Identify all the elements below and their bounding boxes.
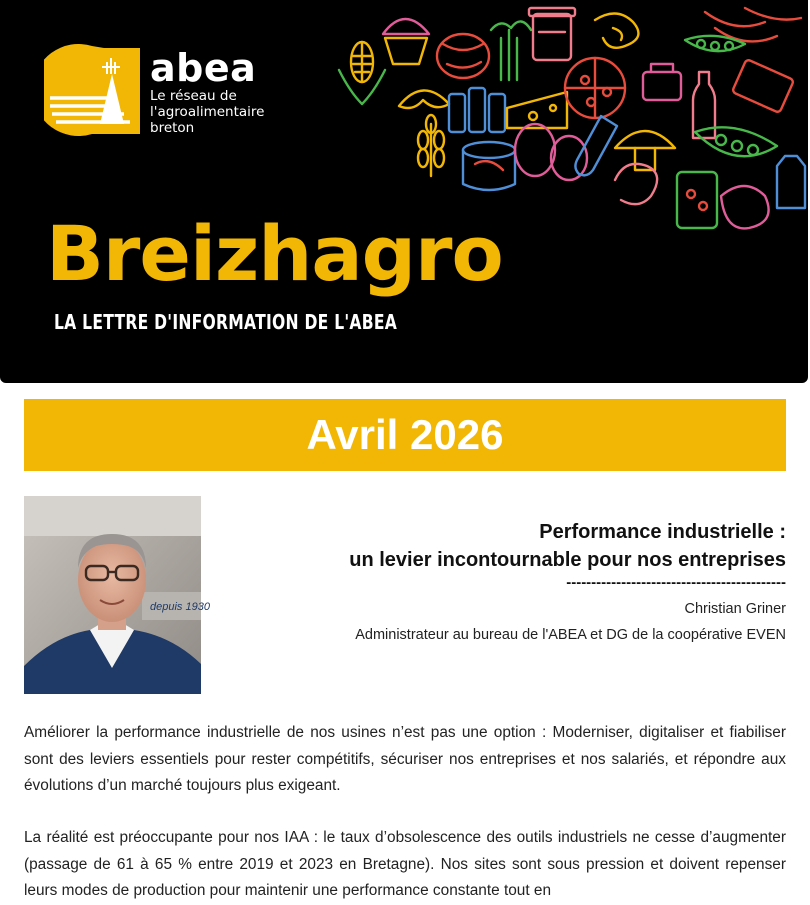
abea-logo-icon bbox=[44, 44, 144, 136]
milk-bottles-icon bbox=[449, 88, 505, 132]
photo-caption: depuis 1930 bbox=[150, 601, 210, 613]
pea-pod-icon bbox=[695, 127, 777, 156]
editorial-separator: -------------------------------------------- bbox=[566, 574, 786, 591]
cupcake-icon bbox=[383, 19, 429, 64]
beans-jar-icon bbox=[677, 172, 717, 228]
steak-icon bbox=[721, 186, 769, 228]
editorial-title-line1: Performance industrielle : bbox=[539, 521, 786, 543]
logo-tagline: Le réseau de l'agroalimentaire breton bbox=[150, 88, 265, 136]
croissant-icon bbox=[399, 90, 449, 108]
ham-icon bbox=[437, 34, 489, 78]
pot-icon bbox=[643, 64, 681, 100]
logo-wordmark: abea bbox=[150, 46, 257, 90]
herb-icon bbox=[595, 13, 638, 47]
celery-icon bbox=[491, 21, 531, 80]
water-bottle-icon bbox=[575, 116, 617, 175]
newsletter-subtitle: LA LETTRE D'INFORMATION DE L'ABEA bbox=[54, 310, 398, 334]
corn-icon bbox=[351, 42, 373, 82]
issue-date-band bbox=[24, 399, 786, 471]
editorial-title bbox=[266, 518, 786, 574]
can-icon bbox=[463, 142, 515, 190]
cheese-icon bbox=[507, 92, 567, 128]
jar-icon bbox=[529, 8, 575, 60]
newsletter-title: Breizhagro bbox=[46, 209, 503, 298]
author-photo bbox=[24, 496, 201, 694]
editorial-author-role: Administrateur au bureau de l'ABEA et DG de la coopérative EVEN bbox=[355, 627, 786, 643]
editorial-author: Christian Griner bbox=[684, 601, 786, 617]
pizza-icon bbox=[565, 58, 625, 118]
wheat-icon bbox=[418, 115, 444, 176]
milk-carton-icon bbox=[777, 156, 805, 208]
newsletter-banner bbox=[0, 0, 808, 383]
editorial-paragraph: Améliorer la performance industrielle de nos usines n’est pas une option : Moderniser, digitaliser et fiabiliser sont des leviers essentiels pour rester compétitifs, sécuriser nos entreprises et nos salariés, et répondre aux évolutions d’un marché toujours plus exigeant. bbox=[24, 724, 786, 794]
chocolate-icon bbox=[732, 59, 794, 113]
issue-date: Avril 2026 bbox=[306, 411, 504, 458]
editorial-paragraph: La réalité est préoccupante pour nos IAA : le taux d’obsolescence des outils industriels ne cesse d’augmenter (passage de 61 à 65 % entre 2019 et 2023 en Bretagne). Nos sites sont sous pression et doivent repenser leurs modes de production pour maintenir une performance constante tout en bbox=[24, 829, 786, 899]
editorial-title-line2: un levier incontournable pour nos entreprises bbox=[349, 549, 786, 571]
